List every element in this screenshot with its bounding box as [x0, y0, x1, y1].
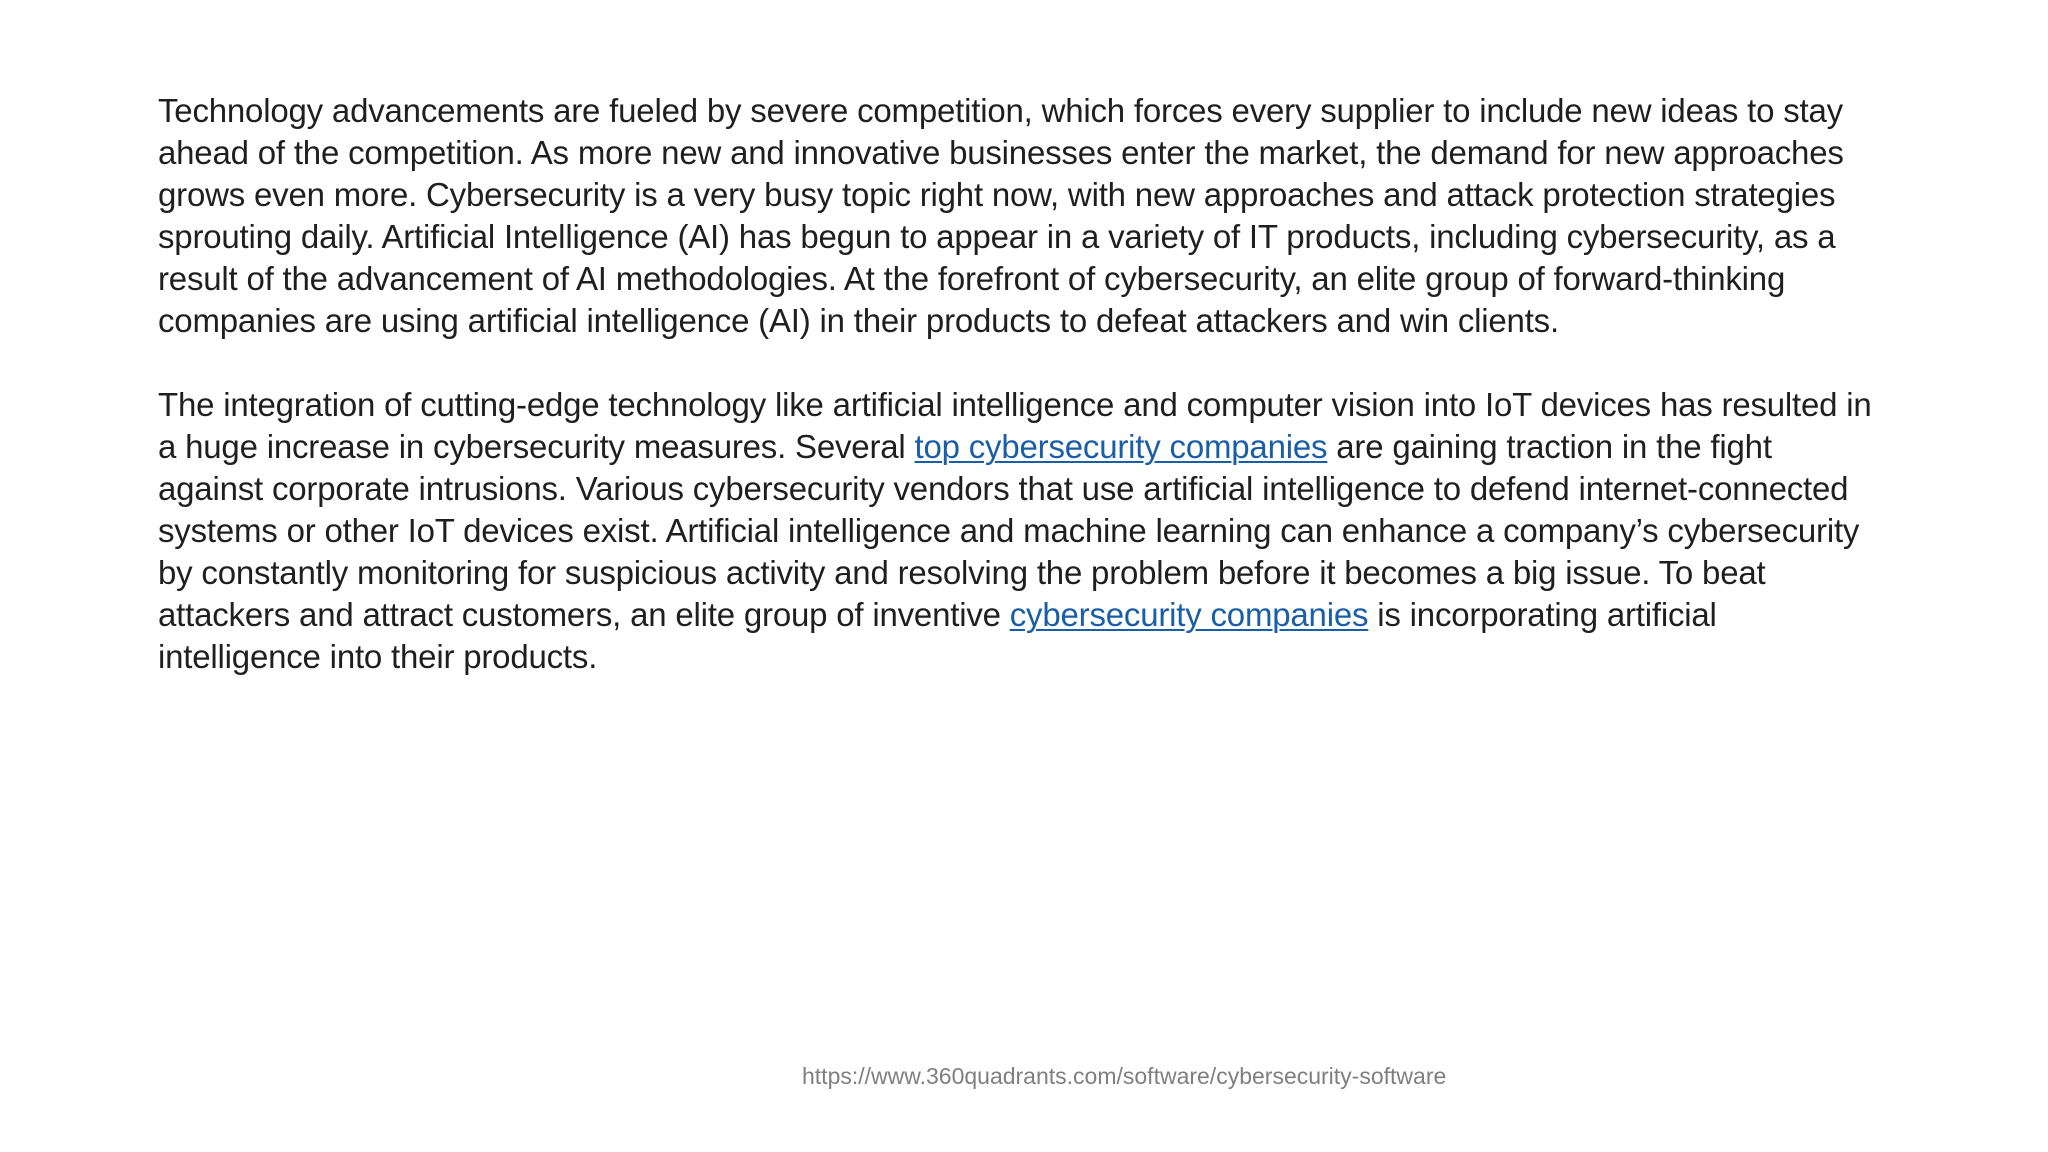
cybersecurity-companies-link[interactable]: cybersecurity companies: [1009, 596, 1369, 633]
paragraph-2: [158, 384, 1878, 678]
paragraph-2-text-part-2: are gaining traction in the fight against corporate intrusions. Various cybersecurity vendors that use artificial intelligence to defend internet-connected systems or other IoT devices exist. Artificial intelligence and machine learning can enhance a company’s cybersecurity by constantly monitoring for suspicious activity and resolving the problem before it becomes a big issue. To beat attackers and attract customers, an elite group of inventive: [158, 428, 1860, 633]
paragraph-2-text-part-3: is incorporating artificial intelligence into their products.: [158, 596, 1717, 675]
top-cybersecurity-companies-link[interactable]: top cybersecurity companies: [914, 428, 1328, 465]
paragraph-1: Technology advancements are fueled by severe competition, which forces every supplier to include new ideas to stay ahead of the competition. As more new and innovative businesses enter the market, the demand for new approaches grows even more. Cybersecurity is a very busy topic right now, with new approaches and attack protection strategies sprouting daily. Artificial Intelligence (AI) has begun to appear in a variety of IT products, including cybersecurity, as a result of the advancement of AI methodologies. At the forefront of cybersecurity, an elite group of forward-thinking companies are using artificial intelligence (AI) in their products to defeat attackers and win clients.: [158, 92, 1844, 339]
source-url: https://www.360quadrants.com/software/cybersecurity-software: [802, 1063, 1447, 1089]
paragraph-2-text-part-1: The integration of cutting-edge technology like artificial intelligence and computer vision into IoT devices has resulted in a huge increase in cybersecurity measures. Several: [158, 386, 1872, 465]
slide-body: [158, 90, 1878, 678]
